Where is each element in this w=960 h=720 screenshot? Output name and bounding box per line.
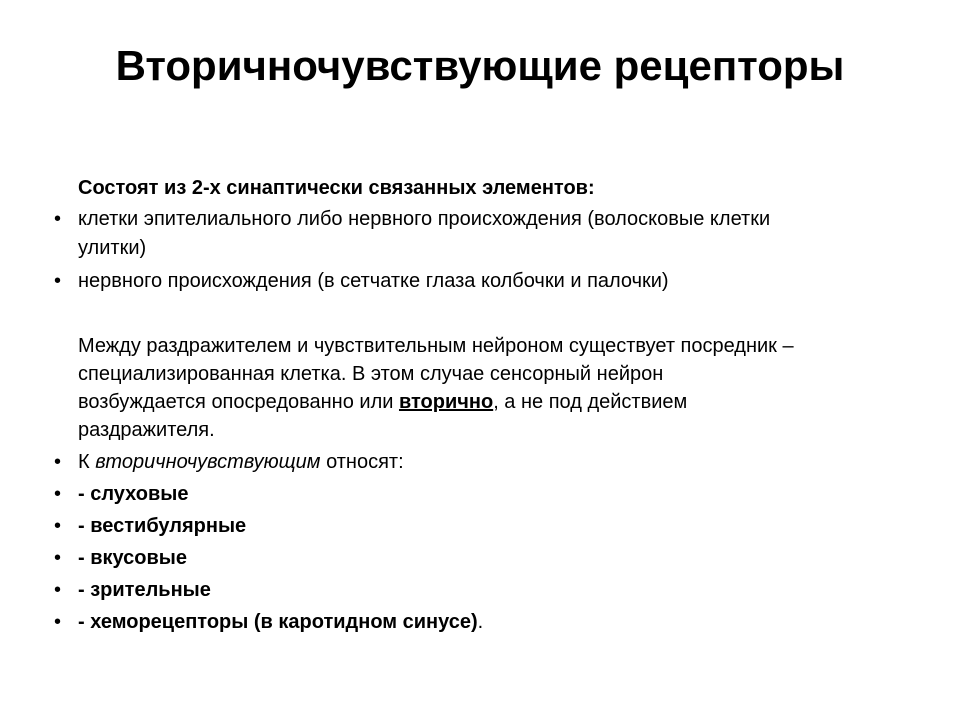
type-vestibular: - вестибулярные (78, 515, 247, 537)
bullet-icon: • (54, 208, 62, 230)
type-visual: - зрительные (78, 579, 211, 601)
belongs-italic: вторичночувствующим (95, 451, 321, 473)
para-line-3-post: , а не под действием (493, 391, 688, 413)
type-gustatory: - вкусовые (78, 547, 187, 569)
belongs-intro (78, 449, 404, 476)
intro-text: Состоят из 2-х синаптически связанных элементов: (78, 177, 595, 199)
item-epithelial-line1: клетки эпителиального либо нервного происхождения (волосковые клетки (78, 208, 771, 230)
para-line-2: специализированная клетка. В этом случае сенсорный нейрон (78, 363, 664, 385)
bullet-icon: • (54, 547, 62, 569)
para-line-3-pre: возбуждается опосредованно или (78, 391, 399, 413)
slide-title: Вторичночувствующие рецепторы (115, 42, 845, 89)
belongs-pre: К (78, 451, 96, 473)
bullet-icon: • (54, 451, 62, 473)
bullet-icon: • (54, 515, 62, 537)
bullet-icon: • (54, 270, 62, 292)
belongs-post: относят: (320, 451, 404, 473)
para-line-4: раздражителя. (78, 419, 215, 441)
bullet-icon: • (54, 579, 62, 601)
item-neural: нервного происхождения (в сетчатке глаза колбочки и палочки) (78, 270, 669, 292)
final-period: . (477, 611, 484, 633)
para-line-1: Между раздражителем и чувствительным нейроном существует посредник – (78, 335, 794, 357)
emphasis-secondary: вторично (398, 391, 494, 413)
bullet-icon: • (54, 611, 62, 633)
type-auditory: - слуховые (78, 483, 189, 505)
para-line-3 (78, 389, 687, 416)
type-chemoreceptors-line (78, 609, 483, 636)
type-chemoreceptors: - хеморецепторы (в каротидном синусе) (78, 611, 478, 633)
bullet-icon: • (54, 483, 62, 505)
item-epithelial-line2: улитки) (78, 237, 147, 259)
